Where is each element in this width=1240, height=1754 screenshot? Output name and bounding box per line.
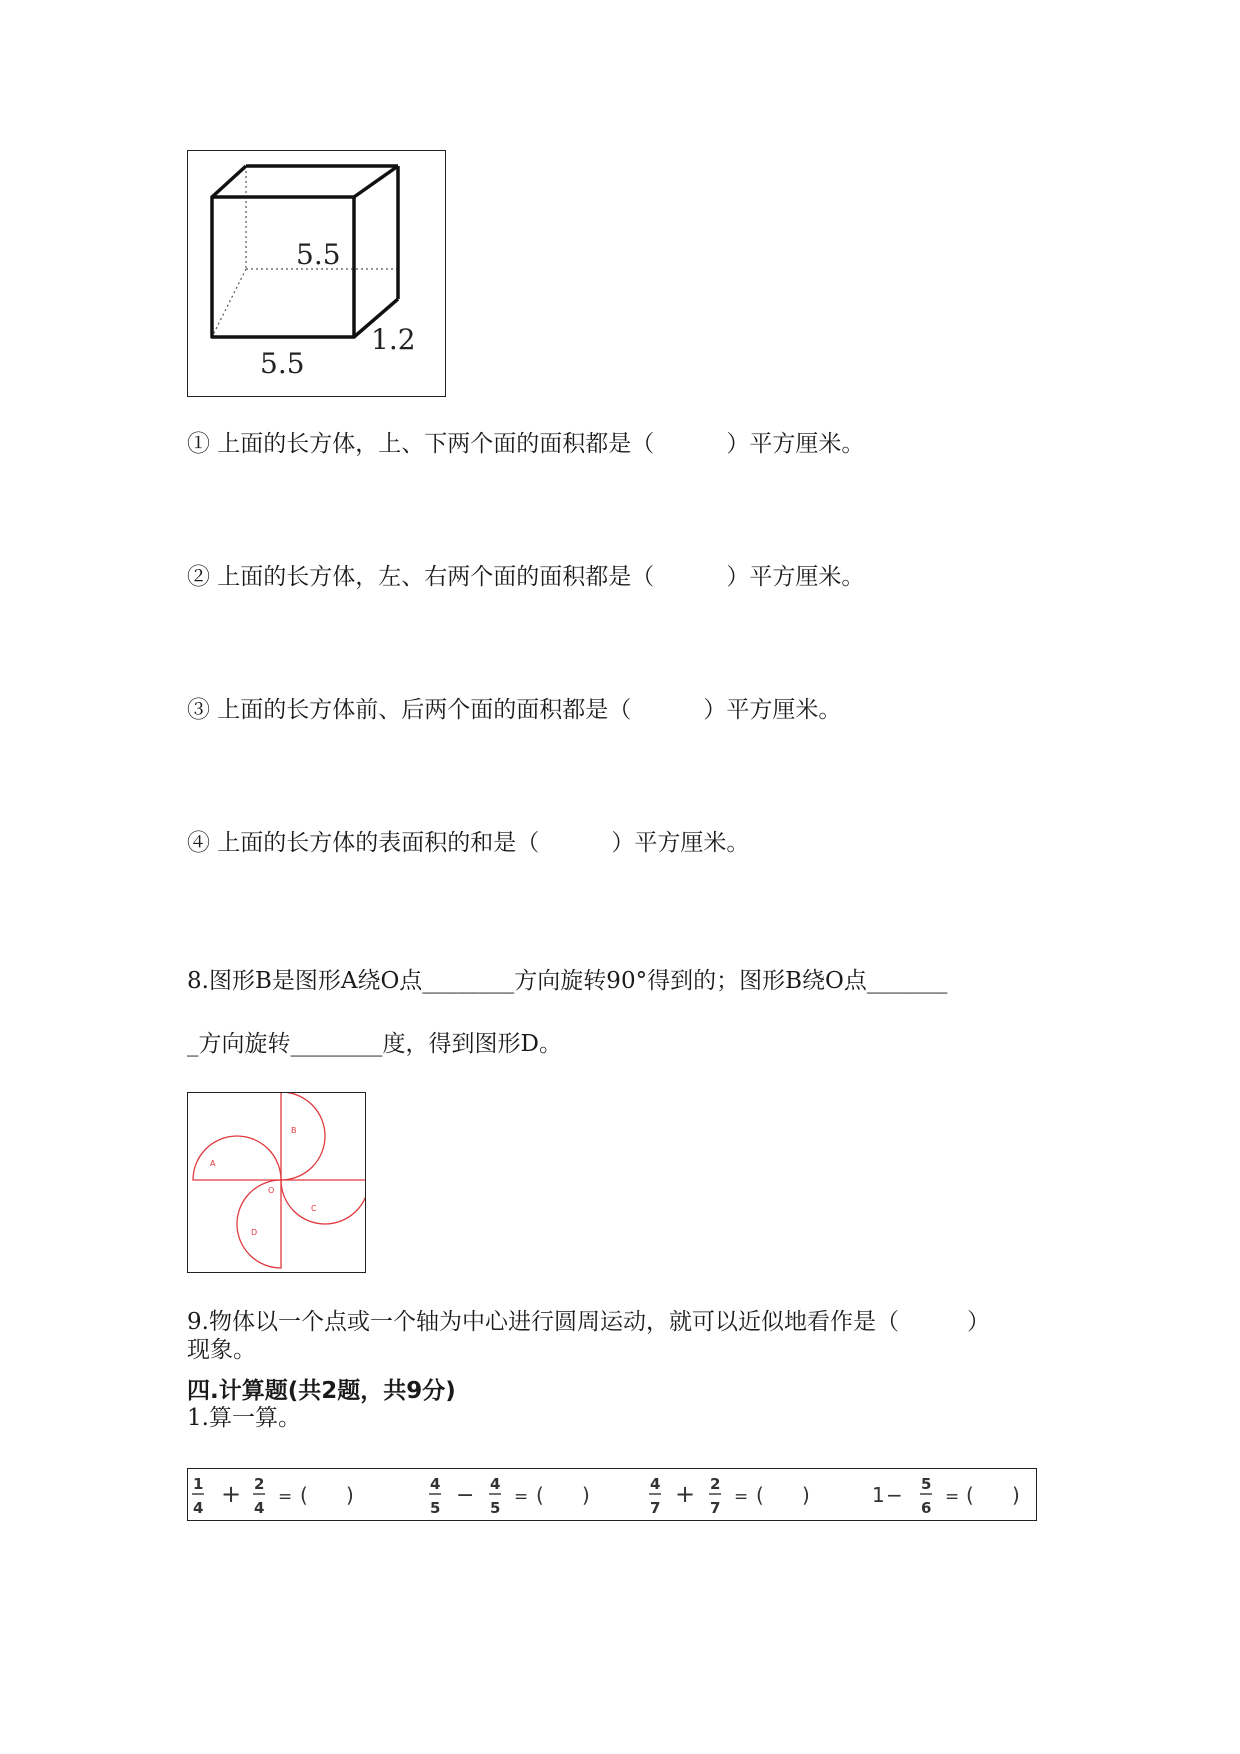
- calc-problem-2: [429, 1475, 590, 1517]
- label-d: D: [251, 1228, 258, 1237]
- den: 5: [490, 1499, 501, 1517]
- section-4-title: 四.计算题(共2题，共9分): [187, 1378, 456, 1404]
- q7-part-1-before: ① 上面的长方体，上、下两个面的面积都是（: [187, 431, 655, 457]
- q7-part-3-before: ③ 上面的长方体前、后两个面的面积都是（: [187, 697, 632, 723]
- num: 4: [430, 1475, 441, 1493]
- num: 1: [193, 1475, 204, 1493]
- label-b: B: [291, 1126, 297, 1135]
- calc-box: [187, 1468, 1037, 1521]
- shape-b: [281, 1093, 325, 1180]
- calc-problem-4: [872, 1475, 1020, 1517]
- num: 5: [921, 1475, 932, 1493]
- op: −: [456, 1483, 475, 1508]
- rotation-figure: [187, 1092, 366, 1273]
- q9-line-1-after: ）: [966, 1309, 990, 1335]
- q7-part-1-after: ）平方厘米。: [726, 431, 865, 457]
- shape-a: [193, 1136, 281, 1180]
- answer-blank[interactable]: ( ): [756, 1483, 810, 1507]
- num: 2: [710, 1475, 721, 1493]
- q7-part-2: [187, 563, 864, 591]
- eq: =: [945, 1487, 960, 1507]
- answer-blank[interactable]: ( ): [966, 1483, 1020, 1507]
- label-a: A: [210, 1159, 216, 1168]
- num: 4: [490, 1475, 501, 1493]
- eq: =: [278, 1487, 293, 1507]
- den: 7: [650, 1499, 661, 1517]
- op: +: [221, 1480, 242, 1508]
- label-o: O: [268, 1186, 275, 1195]
- den: 6: [921, 1499, 932, 1517]
- cuboid-figure: [187, 150, 446, 397]
- label-c: C: [311, 1204, 317, 1213]
- answer-blank[interactable]: ( ): [536, 1483, 590, 1507]
- eq: =: [514, 1487, 529, 1507]
- shape-d: [237, 1180, 281, 1268]
- op: +: [675, 1480, 696, 1508]
- height-label: 5.5: [296, 238, 341, 271]
- q9-line-1: [187, 1308, 990, 1336]
- q8-line-2: _方向旋转________度，得到图形D。: [187, 1031, 562, 1057]
- den: 4: [254, 1499, 265, 1517]
- q9-line-1-before: 9.物体以一个点或一个轴为中心进行圆周运动，就可以近似地看作是（: [187, 1309, 899, 1335]
- whole: 1: [872, 1483, 885, 1507]
- cuboid-drawing: [188, 151, 445, 396]
- num: 2: [254, 1475, 265, 1493]
- q7-part-4-after: ）平方厘米。: [611, 830, 750, 856]
- q7-part-1: [187, 430, 864, 458]
- den: 5: [430, 1499, 441, 1517]
- shape-c: [281, 1180, 365, 1224]
- eq: =: [734, 1487, 749, 1507]
- q9-line-2: 现象。: [187, 1337, 256, 1363]
- calc-problem-3: [649, 1475, 810, 1517]
- length-label: 5.5: [260, 347, 305, 380]
- rotation-drawing: [188, 1093, 365, 1272]
- q7-part-4-before: ④ 上面的长方体的表面积的和是（: [187, 830, 540, 856]
- den: 7: [710, 1499, 721, 1517]
- calc-problem-1: [192, 1475, 354, 1517]
- answer-blank[interactable]: ( ): [300, 1483, 354, 1507]
- q7-part-4: [187, 829, 749, 857]
- q7-part-2-after: ）平方厘米。: [726, 564, 865, 590]
- q7-part-2-before: ② 上面的长方体，左、右两个面的面积都是（: [187, 564, 655, 590]
- den: 4: [193, 1499, 204, 1517]
- q7-part-3: [187, 696, 841, 724]
- q7-part-3-after: ）平方厘米。: [703, 697, 842, 723]
- section-4-q1-title: 1.算一算。: [187, 1405, 301, 1431]
- op: −: [886, 1483, 903, 1507]
- num: 4: [650, 1475, 661, 1493]
- q8-line-1: 8.图形B是图形A绕O点________方向旋转90°得到的；图形B绕O点_______: [187, 968, 948, 994]
- calc-drawing: [188, 1469, 1036, 1520]
- width-label: 1.2: [371, 323, 416, 356]
